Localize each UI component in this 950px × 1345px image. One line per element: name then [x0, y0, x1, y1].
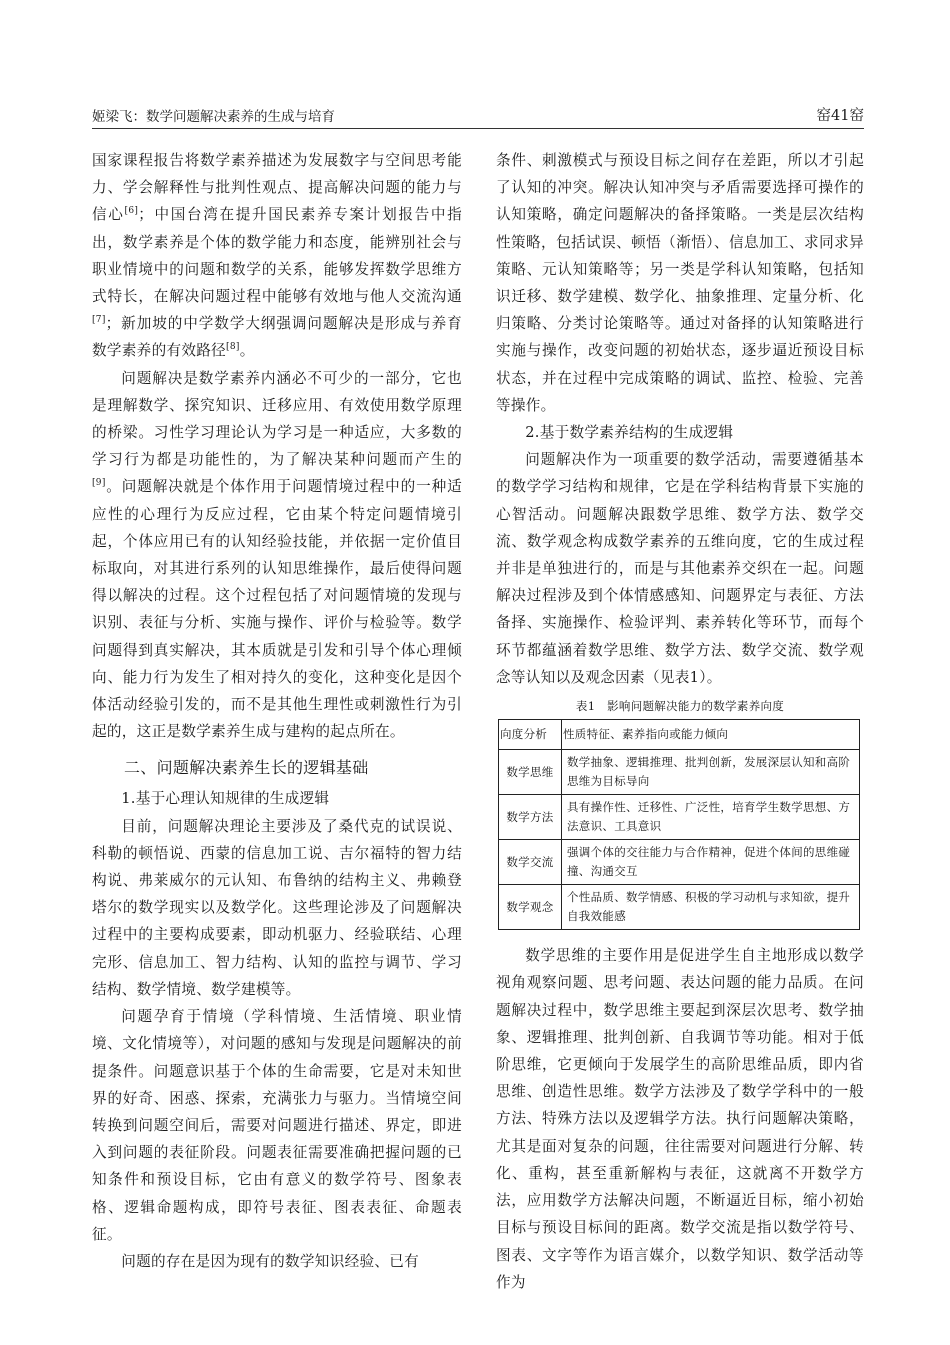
table-header-cell: 性质特征、素养指向或能力倾向	[562, 720, 860, 750]
section-heading: 二、问题解决素养生长的逻辑基础	[124, 758, 369, 778]
description-cell: 个性品质、数学情感、积极的学习动机与求知欲，提升自我效能感	[562, 885, 860, 930]
description-cell: 数学抽象、逻辑推理、批判创新，发展深层认知和高阶思维为目标导向	[562, 750, 860, 795]
table-row	[499, 750, 860, 795]
table-row	[499, 885, 860, 930]
paragraph-existence: 问题的存在是因为现有的数学知识经验、已有	[121, 1252, 420, 1270]
subsection-heading: 2.基于数学素养结构的生成逻辑	[525, 424, 734, 442]
citation-ref: [8]	[226, 342, 240, 353]
literacy-dimensions-table	[498, 719, 860, 930]
dimension-cell: 数学方法	[499, 795, 562, 840]
text-run: 问题解决是数学素养内涵必不可少的一部分，它也是理解数学、探究知识、迁移应用、有效使用数学原理的桥梁。习性学习理论认为学习是一种适应，大多数的学习行为都是功能性的，为了解决某种问题而产生的	[92, 369, 462, 469]
paragraph-literacy-structure: 问题解决作为一项重要的数学活动，需要遵循基本的数学学习结构和规律，它是在学科结构背景下实施的心智活动。问题解决跟数学思维、数学方法、数学交流、数学观念构成数学素养的五维向度，它的生成过程并非是单独进行的，而是与其他素养交织在一起。问题解决过程涉及到个体情感感知、问题界定与表征、方法备择、实施操作、检验评判、素养转化等环节，而每个环节都蕴涵着数学思维、数学方法、数学交流、数学观念等认知以及观念因素（见表1）。	[496, 451, 864, 686]
header-author-title: 姬梁飞：数学问题解决素养的生成与培育	[92, 109, 335, 125]
paragraph-strategies: 条件、刺激模式与预设目标之间存在差距，所以才引起了认知的冲突。解决认知冲突与矛盾需要选择可操作的认知策略，确定问题解决的备择策略。一类是层次结构性策略，包括试误、顿悟（渐悟）、信息加工、求同求异策略、元认知策略等；另一类是学科认知策略，包括知识迁移、数学建模、数学化、抽象推理、定量分析、化归策略、分类讨论策略等。通过对备择的认知策略进行实施与操作，改变问题的初始状态，逐步逼近预设目标状态，并在过程中完成策略的调试、监控、检验、完善等操作。	[496, 152, 864, 414]
paragraph-situation: 问题孕育于情境（学科情境、生活情境、职业情境、文化情境等），对问题的感知与发现是问题解决的前提条件。问题意识基于个体的生命需要，它是对未知世界的好奇、困惑、探索，充满张力与驱力。当情境空间转换到问题空间后，需要对问题进行描述、界定，即进入到问题的表征阶段。问题表征需要准确把握问题的已知条件和预设目标，它由有意义的数学符号、图象表格、逻辑命题构成，即符号表征、图表表征、命题表征。	[92, 1008, 462, 1243]
text-run: 。	[239, 342, 255, 360]
text-run: ；新加坡的中学数学大纲强调问题解决是形成与养育数学素养的有效路径	[92, 315, 462, 360]
table-row	[499, 795, 860, 840]
description-cell: 强调个体的交往能力与合作精神，促进个体间的思维碰撞、沟通交互	[562, 840, 860, 885]
text-run: ；中国台湾在提升国民素养专案计划报告中指出，数学素养是个体的数学能力和态度，能辨别社会与职业情境中的问题和数学的关系，能够发挥数学思维方式特长，在解决问题过程中能够有效地与他人交流沟通	[92, 206, 462, 306]
dimension-cell: 数学交流	[499, 840, 562, 885]
paragraph-math-thinking: 数学思维的主要作用是促进学生自主地形成以数学视角观察问题、思考问题、表达问题的能力品质。在问题解决过程中，数学思维主要起到深层次思考、数学抽象、逻辑推理、批判创新、自我调节等功能。相对于低阶思维，它更倾向于发展学生的高阶思维品质，即内省思维、创造性思维。数学方法涉及了数学学科中的一般方法、特殊方法以及逻辑学方法。执行问题解决策略，尤其是面对复杂的问题，往往需要对问题进行分解、转化、重构，甚至重新解构与表征，这就离不开数学方法，应用数学方法解决问题，不断逼近目标，缩小初始目标与预设目标间的距离。数学交流是指以数学符号、图表、文字等作为语言媒介，以数学知识、数学活动等作为	[496, 947, 864, 1291]
paragraph-theories: 目前，问题解决理论主要涉及了桑代克的试误说、科勒的顿悟说、西蒙的信息加工说、吉尔福特的智力结构说、弗莱威尔的元认知、布鲁纳的结构主义、弗赖登塔尔的数学现实以及数学化。这些理论涉及了问题解决过程中的主要构成要素，即动机驱力、经验联结、心理完形、信息加工、智力结构、认知的监控与调节、学习结构、数学情境、数学建模等。	[92, 817, 462, 998]
citation-ref: [7]	[92, 315, 106, 326]
running-header	[92, 107, 864, 129]
table-row	[499, 840, 860, 885]
description-cell: 具有操作性、迁移性、广泛性，培育学生数学思想、方法意识、工具意识	[562, 795, 860, 840]
paragraph-intro-continued	[92, 147, 462, 365]
right-column	[496, 147, 864, 1296]
text-run: 国家课程报告将数学素养描述为发展数字与空间思考能力、学会解释性与批判性观点、提高解决问题的能力与信心	[92, 152, 462, 224]
dimension-cell: 数学观念	[499, 885, 562, 930]
table-header-cell: 向度分析	[499, 720, 562, 750]
header-rule	[92, 128, 864, 129]
dimension-cell: 数学思维	[499, 750, 562, 795]
table-caption: 表1 影响问题解决能力的数学素养向度	[575, 699, 785, 714]
table-header-row	[499, 720, 860, 750]
left-column	[92, 147, 462, 1275]
subsection-heading: 1.基于心理认知规律的生成逻辑	[121, 790, 330, 808]
page-number: 窑41窑	[816, 108, 864, 124]
citation-ref: [6]	[124, 206, 139, 217]
citation-ref: [9]	[92, 478, 106, 489]
paragraph-problem-solving	[92, 365, 462, 746]
text-run: 。问题解决就是个体作用于问题情境过程中的一种适应性的心理行为反应过程，它由某个特定问题情境引起，个体应用已有的认知经验技能，并依据一定价值目标取向，对其进行系列的认知思维操作，最后使得问题得以解决的过程。这个过程包括了对问题情境的发现与识别、表征与分析、实施与操作、评价与检验等。数学问题得到真实解决，其本质就是引发和引导个体心理倾向、能力行为发生了相对持久的变化，这种变化是因个体活动经验引发的，而不是其他生理性或刺激性行为引起的，这正是数学素养生成与建构的起点所在。	[92, 478, 462, 741]
